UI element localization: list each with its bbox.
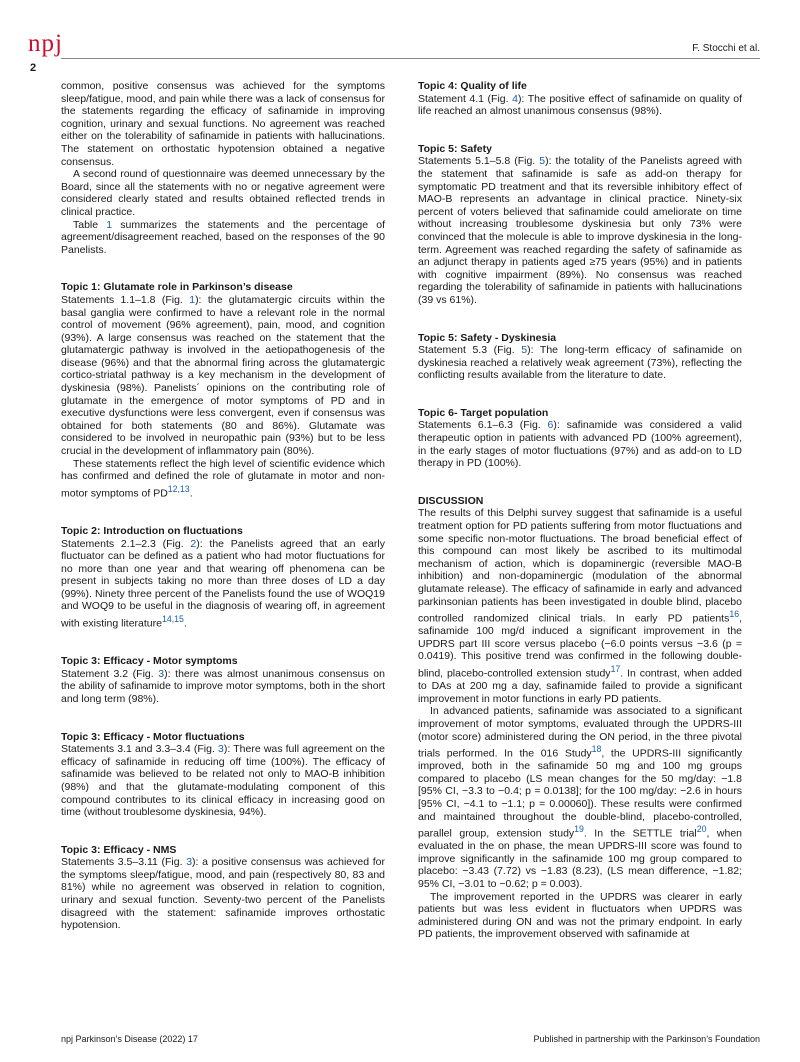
citation-link[interactable]: 17 <box>610 664 621 675</box>
paragraph: Statements 1.1–1.8 (Fig. 1): the glutamatergic circuits within the basal ganglia were confirmed to have a relevant role in the normal control of movement (96% agreement), pain, mood, and cognition (93%). A large consensus was reached on the statement that the glutamatergic pathway is involved in the aetiopathogenesis of the disease (96%) and that the abnormal firing across the glutamatergic cortico-striatal pathway is a key mechanism in the development of dyskinesia (98%). Panelists´ opinions on the contributing role of glutamate in the emergence of motor symptoms of PD and in executive dysfunctions were less convergent, even if consensus was obtained for both statements (80 and 86%). Glutamate was considered to be involved in neuropathic pain (93%) but to be less crucial in the development of inflammatory pain (80%). <box>61 293 385 458</box>
figure-link[interactable]: 3 <box>158 667 165 680</box>
section-heading: Topic 3: Efficacy - NMS <box>61 843 177 856</box>
paragraph: Statements 2.1–2.3 (Fig. 2): the Panelists agreed that an early fluctuator can be defined as a patient who had motor fluctuations for no more than one year and that wearing off phenomena can be present in subjects taking no more than three doses of LD a day (99%). Ninety three percent of the Panelists found the use of WOQ19 and WOQ9 to be useful in the diagnosis of wearing off, in agreement with existing literature$^{14,15}$. <box>61 537 385 630</box>
running-head-author: F. Stocchi et al. <box>692 43 760 54</box>
paragraph: A second round of questionnaire was deemed unnecessary by the Board, since all the statements with no or negative agreement were considered clearly stated and results obtained reflected trends in clinical practice. <box>61 168 385 218</box>
paragraph: Statements 6.1–6.3 (Fig. 6): safinamide was considered a valid therapeutic option in patients with advanced PD (100% agreement), in the early stages of motor fluctuations (97%) and as add-on to LD therapy in PD (100%). <box>418 419 742 470</box>
footer-partnership: Published in partnership with the Parkinson’s Foundation <box>533 1034 760 1044</box>
header-rule <box>61 58 760 59</box>
figure-link[interactable]: 4 <box>512 92 518 105</box>
paragraph: Statements 3.1 and 3.3–3.4 (Fig. 3): There was full agreement on the efficacy of safinamide in reducing off time (100%). The efficacy of safinamide was believed to be related not only to MAO-B inhibition (98%) and that the glutamate-modulating component of this compound contributes to its clinical efficacy in increasing good on time (without troublesome dyskinesia, 94%). <box>61 743 385 819</box>
citation-link[interactable]: 12,13 <box>167 483 190 494</box>
section-heading: Topic 1: Glutamate role in Parkinson’s disease <box>61 281 293 294</box>
figure-link[interactable]: 1 <box>189 293 196 306</box>
section-heading: Topic 3: Efficacy - Motor fluctuations <box>61 730 245 743</box>
section-heading: Topic 4: Quality of life <box>418 80 527 92</box>
paragraph: common, positive consensus was achieved for the symptoms sleep/fatigue, mood, and pain while there was a lack of consensus for the statements regarding the efficacy of safinamide in improving cognition, urinary and sexual functions. No agreement was reached either on the tolerability of safinamide in patients with hallucinations. The statement on orthostatic hypotension obtained a negative consensus. <box>61 80 385 168</box>
citation-link[interactable]: 14,15 <box>161 614 184 625</box>
citation-link[interactable]: 20 <box>696 824 707 835</box>
paragraph: Statement 5.3 (Fig. 5): The long-term efficacy of safinamide on dyskinesia reached a relatively weak agreement (73%), reflecting the conflicting results available from the literature to date. <box>418 344 742 382</box>
left-column <box>61 80 385 932</box>
paragraph: These statements reflect the high level of scientific evidence which has confirmed and defined the role of glutamate in motor and non-motor symptoms of PD$^{12,13}$. <box>61 457 385 500</box>
citation-link[interactable]: 19 <box>574 824 584 835</box>
figure-link[interactable]: 3 <box>186 856 193 869</box>
section-heading: Topic 2: Introduction on fluctuations <box>61 524 243 537</box>
figure-link[interactable]: 5 <box>521 344 528 357</box>
page-number: 2 <box>30 62 37 74</box>
paragraph: The results of this Delphi survey suggest that safinamide is a useful treatment option for PD patients suffering from motor fluctuations and some specific non-motor fluctuations. The broad beneficial effect of this compound can most likely be ascribed to its multimodal mechanism of action, which is dopaminergic (reversible MAO-B inhibition) and non-dopaminergic (modulation of the abnormal glutamate release). The efficacy of safinamide in early and advanced parkinsonian patients has been investigated in double blind, placebo controlled randomized clinical trials. In early PD patients$^{16}$, safinamide 100 mg/d induced a significant improvement in the UPDRS part III score versus placebo (−6.0 points versus −3.6 (p = 0.0419). This positive trend was confirmed in the following double-blind, placebo-controlled extension study$^{17}$. In contrast, when added to DAs at 200 mg a day, safinamide failed to provide a significant improvement in motor functions in early PD patients. <box>418 507 743 705</box>
section-heading: Topic 6- Target population <box>418 406 549 419</box>
section-heading: Topic 3: Efficacy - Motor symptoms <box>61 655 238 668</box>
discussion-heading: DISCUSSION <box>418 494 484 507</box>
paragraph: Statement 3.2 (Fig. 3): there was almost unanimous consensus on the ability of safinamide to improve motor symptoms, both in the short and long term (98%). <box>61 667 385 705</box>
paragraph: Table 1 summarizes the statements and the percentage of agreement/disagreement reached, based on the responses of the 90 Panelists. <box>61 218 385 256</box>
section-heading: Topic 5: Safety <box>418 142 492 155</box>
paragraph: The improvement reported in the UPDRS was clearer in early patients but was less evident in fluctuators when UPDRS was administered during ON and was not the primary endpoint. In early PD patients, the improvement observed with safinamide at <box>418 890 742 941</box>
figure-link[interactable]: 3 <box>218 743 224 756</box>
paragraph: Statements 3.5–3.11 (Fig. 3): a positive consensus was achieved for the symptoms sleep/fatigue, mood, and pain (respectively 80, 83 and 81%) while no agreement was observed in relation to cognition, urinary and sexual function. Seventy-two percent of the Panelists disagreed with the statement: safinamide improves orthostatic hypotension. <box>61 856 385 932</box>
paragraph: In advanced patients, safinamide was associated to a significant improvement of motor symptoms, evaluated through the UPDRS-III (motor score) administered during the ON period, in the three pivotal trials performed. In the 016 Study$^{18}$, the UPDRS-III significantly improved, both in the safinamide 50 mg and 100 mg groups compared to placebo (LS mean changes for the 50 mg/day: −1.8 [95% CI, −3.3 to −0.4; p = 0.0138]; for the 100 mg/day: −2.6 in hours [95% CI, −4.1 to −1.1; p = 0.00060]). These results were confirmed and maintained throughout the double-blind, placebo-controlled, parallel group, extension study$^{19}$. In the SETTLE trial$^{20}$, when evaluated in the on phase, the mean UPDRS-III score was found to improve significantly in the safinamide 100 mg group compared to placebo: −3.43 (7.72) vs −1.83 (8.23), (LS mean difference, −1.82; 95% CI, −3.01 to −0.62; p = 0.003). <box>418 705 742 891</box>
figure-link[interactable]: 5 <box>539 155 546 168</box>
citation-link[interactable]: 16 <box>729 609 740 620</box>
paragraph: Statement 4.1 (Fig. 4): The positive effect of safinamide on quality of life reached an almost unanimous consensus (98%). <box>418 92 742 118</box>
table-link[interactable]: 1 <box>106 218 113 231</box>
figure-link[interactable]: 6 <box>547 419 554 432</box>
footer-journal-citation: npj Parkinson’s Disease (2022) 17 <box>61 1034 198 1044</box>
citation-link[interactable]: 18 <box>591 744 602 755</box>
journal-logo: npj <box>28 30 63 57</box>
right-column <box>418 80 742 941</box>
figure-link[interactable]: 2 <box>190 537 197 550</box>
paragraph: Statements 5.1–5.8 (Fig. 5): the totality of the Panelists agreed with the statement that safinamide is safe as add-on therapy for symptomatic PD treatment and that its reversible inhibitory effect of MAO-B represents an advantage in clinical practice. Ninety-six percent of voters believed that safinamide could ameliorate on time without increasing troublesome dyskinesia but only 73% were convinced that the molecule is able to improve dyskinesia in the long-term. Agreement was reached regarding the safety of safinamide as an adjunct therapy in patients aged ≥75 years (95%) and in patients with cognitive impairment (89%). No consensus was reached regarding the tolerability of safinamide in patients with hallucinations (39 vs 61%). <box>418 155 742 306</box>
section-heading: Topic 5: Safety - Dyskinesia <box>418 331 557 344</box>
